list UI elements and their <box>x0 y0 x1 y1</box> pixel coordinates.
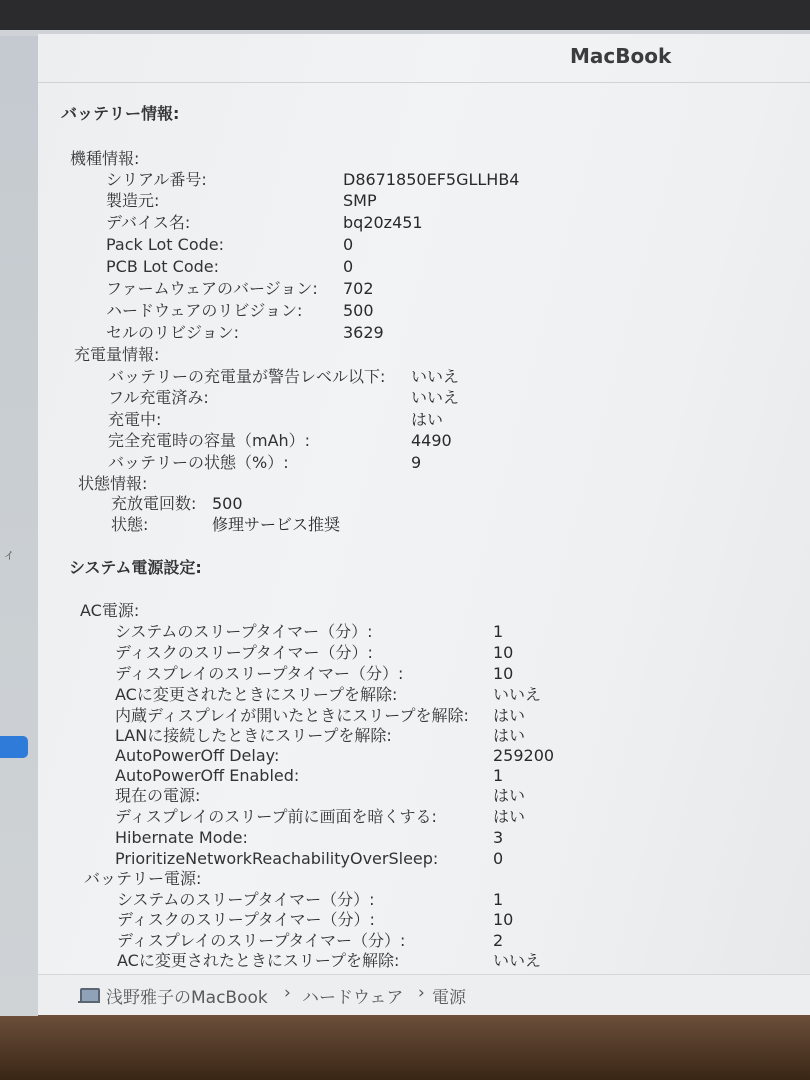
charge-value: いいえ <box>411 367 460 386</box>
ac-label: LANに接続したときにスリープを解除: <box>115 726 392 745</box>
ac-value: 1 <box>493 766 504 785</box>
model-value: 0 <box>343 235 354 254</box>
charge-label: 充電中: <box>108 410 162 429</box>
model-value: D8671850EF5GLLHB4 <box>343 170 520 189</box>
sidebar <box>0 36 38 1016</box>
model-label: ファームウェアのバージョン: <box>106 279 318 298</box>
model-info-header: 機種情報: <box>70 149 140 168</box>
battery-power-value: 1 <box>493 890 504 909</box>
ac-value: はい <box>493 807 526 826</box>
charge-label: バッテリーの状態（%）: <box>108 453 289 472</box>
ac-power-header: AC電源: <box>80 601 140 620</box>
battery-power-value: 10 <box>493 910 514 929</box>
charge-info-header: 充電量情報: <box>74 345 160 364</box>
model-label: ハードウェアのリビジョン: <box>106 301 303 320</box>
model-label: PCB Lot Code: <box>106 257 220 276</box>
status-label: 充放電回数: <box>111 494 197 513</box>
charge-value: はい <box>411 410 444 429</box>
system-information-window <box>38 34 810 1014</box>
battery-power-label: システムのスリープタイマー（分）: <box>117 890 375 909</box>
sidebar-marker: ィ <box>2 547 16 563</box>
charge-value: 4490 <box>411 431 452 450</box>
model-value: 3629 <box>343 323 384 342</box>
ac-value: 259200 <box>493 746 555 765</box>
battery-power-label: ACに変更されたときにスリープを解除: <box>117 951 400 970</box>
ac-label: ディスプレイのスリープタイマー（分）: <box>115 664 404 683</box>
model-label: セルのリビジョン: <box>106 323 240 342</box>
sidebar-selected-item[interactable] <box>0 736 28 758</box>
ac-value: 10 <box>493 664 514 683</box>
charge-value: 9 <box>411 453 422 472</box>
path-item-power[interactable]: 電源 <box>432 988 466 1008</box>
ac-value: 1 <box>493 622 504 641</box>
status-info-header: 状態情報: <box>78 474 148 493</box>
battery-power-value: いいえ <box>493 951 542 970</box>
battery-power-label: ディスプレイのスリープタイマー（分）: <box>117 931 406 950</box>
ac-label: ディスプレイのスリープ前に画面を暗くする: <box>115 807 437 826</box>
model-value: 500 <box>343 301 374 320</box>
ac-label: PrioritizeNetworkReachabilityOverSleep: <box>115 849 439 868</box>
model-label: 製造元: <box>106 191 160 210</box>
battery-power-label: ディスクのスリープタイマー（分）: <box>117 910 375 929</box>
ac-value: 10 <box>493 643 514 662</box>
ac-label: 現在の電源: <box>115 786 201 805</box>
power-settings-header: システム電源設定: <box>69 558 202 577</box>
charge-label: フル充電済み: <box>108 388 209 407</box>
battery-power-header: バッテリー電源: <box>84 869 202 888</box>
model-value: bq20z451 <box>343 213 423 232</box>
model-value: 0 <box>343 257 354 276</box>
status-label: 状態: <box>111 515 149 534</box>
charge-label: バッテリーの充電量が警告レベル以下: <box>108 367 386 386</box>
ac-label: AutoPowerOff Delay: <box>115 746 280 765</box>
path-item-computer[interactable]: 浅野雅子のMacBook <box>106 988 268 1008</box>
ac-value: はい <box>493 726 526 745</box>
status-value: 修理サービス推奨 <box>212 515 341 534</box>
battery-info-header: バッテリー情報: <box>61 104 180 123</box>
ac-label: Hibernate Mode: <box>115 828 248 847</box>
ac-label: 内蔵ディスプレイが開いたときにスリープを解除: <box>115 706 469 725</box>
path-separator: › <box>284 983 291 1003</box>
model-label: デバイス名: <box>106 213 191 232</box>
model-value: 702 <box>343 279 374 298</box>
ac-value: はい <box>493 706 526 725</box>
path-bar <box>38 974 810 1015</box>
ac-value: いいえ <box>493 685 542 704</box>
path-separator: › <box>418 983 425 1003</box>
ac-label: ACに変更されたときにスリープを解除: <box>115 685 398 704</box>
ac-value: 0 <box>493 849 504 868</box>
ac-value: はい <box>493 786 526 805</box>
ac-label: ディスクのスリープタイマー（分）: <box>115 643 373 662</box>
detail-pane[interactable] <box>38 34 810 979</box>
laptop-icon <box>80 988 100 1003</box>
ac-value: 3 <box>493 828 504 847</box>
ac-label: システムのスリープタイマー（分）: <box>115 622 373 641</box>
window-title: MacBook <box>570 44 672 68</box>
model-value: SMP <box>343 191 377 210</box>
path-item-hardware[interactable]: ハードウェア <box>302 988 404 1008</box>
charge-value: いいえ <box>411 388 460 407</box>
status-value: 500 <box>212 494 243 513</box>
model-label: Pack Lot Code: <box>106 235 225 254</box>
battery-power-value: 2 <box>493 931 504 950</box>
charge-label: 完全充電時の容量（mAh）: <box>108 431 311 450</box>
model-label: シリアル番号: <box>106 170 207 189</box>
ac-label: AutoPowerOff Enabled: <box>115 766 300 785</box>
